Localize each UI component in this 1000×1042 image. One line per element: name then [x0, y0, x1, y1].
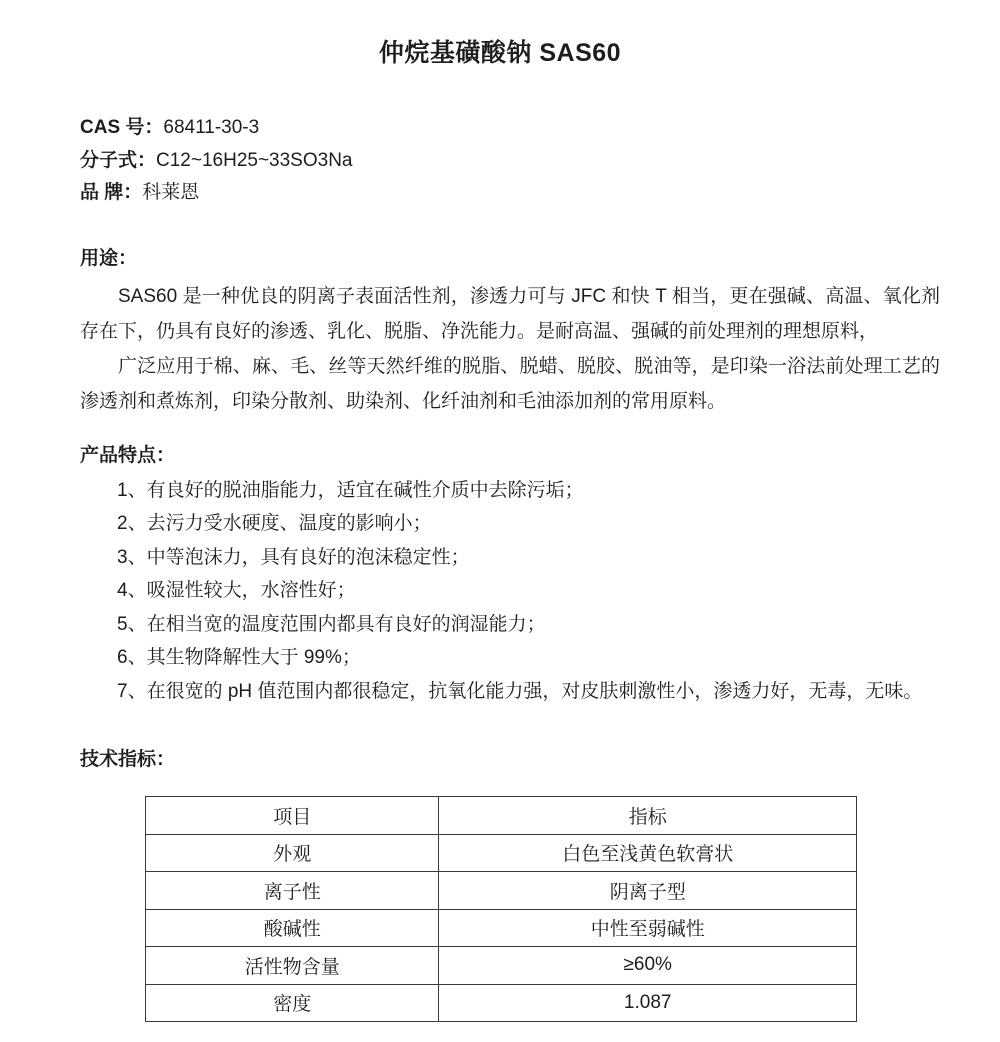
- spec-table-head: [146, 797, 857, 835]
- spec-item-cell: 酸碱性: [146, 909, 439, 947]
- spec-table-row: [146, 872, 857, 910]
- feature-list-item: 7、在很宽的 pH 值范围内都很稳定，抗氧化能力强，对皮肤刺激性小，渗透力好，无毒，无味。: [117, 680, 923, 702]
- spec-table-row: [146, 834, 857, 872]
- spec-table-row: [146, 909, 857, 947]
- spec-table-row: [146, 947, 857, 985]
- usage-paragraph: SAS60 是一种优良的阴离子表面活性剂，渗透力可与 JFC 和快 T 相当，更在强碱、高温、氧化剂存在下，仍具有良好的渗透、乳化、脱脂、净洗能力。是耐高温、强碱的前处理剂的理想原料，: [80, 285, 940, 342]
- spec-table: [145, 796, 857, 1022]
- feature-list-item: 3、中等泡沫力，具有良好的泡沫稳定性；: [117, 546, 470, 568]
- feature-list-item: 2、去污力受水硬度、温度的影响小；: [117, 513, 432, 534]
- spec-item-cell: 外观: [146, 834, 439, 872]
- product-info-label: CAS 号：: [80, 117, 164, 138]
- features-section: [0, 443, 1000, 709]
- spec-table-body: [146, 834, 857, 1022]
- usage-paragraphs: [80, 279, 940, 419]
- feature-list-item: 5、在相当宽的温度范围内都具有良好的润湿能力；: [117, 613, 546, 635]
- features-list: [80, 474, 940, 709]
- spec-value-cell: ≥60%: [439, 947, 857, 985]
- feature-list-item: 4、吸湿性较大，水溶性好；: [117, 580, 356, 601]
- feature-list-item: 1、有良好的脱油脂能力，适宜在碱性介质中去除污垢；: [117, 479, 584, 501]
- product-info-label: 品 牌：: [80, 182, 143, 203]
- spec-value-cell: 1.087: [439, 984, 857, 1022]
- specs-section: [0, 747, 1000, 1022]
- page-title: 仲烷基磺酸钠 SAS60: [378, 39, 622, 67]
- spec-column-header-item: 项目: [146, 797, 439, 835]
- feature-list-item: 6、其生物降解性大于 99%；: [117, 647, 361, 668]
- spec-value-cell: 白色至浅黄色软膏状: [439, 834, 857, 872]
- spec-value-cell: 阴离子型: [439, 872, 857, 910]
- product-info-row: [80, 177, 940, 210]
- usage-paragraph: 广泛应用于棉、麻、毛、丝等天然纤维的脱脂、脱蜡、脱胶、脱油等，是印染一浴法前处理工艺的渗透剂和煮炼剂，印染分散剂、助染剂、化纤油剂和毛油添加剂的常用原料。: [80, 355, 940, 412]
- spec-column-header-value: 指标: [439, 797, 857, 835]
- usage-heading: 用途：: [80, 247, 138, 269]
- specs-heading: 技术指标：: [80, 749, 176, 770]
- product-info-value: C12~16H25~33SO3Na: [156, 149, 353, 171]
- usage-section: [0, 246, 1000, 419]
- product-info-value: 科莱恩: [142, 182, 200, 203]
- spec-table-header-row: [146, 797, 857, 835]
- product-info-block: [80, 112, 940, 210]
- product-info-label: 分子式：: [80, 149, 157, 171]
- product-info-value: 68411-30-3: [163, 117, 260, 138]
- features-heading: 产品特点：: [80, 444, 176, 466]
- product-info-row: [80, 145, 940, 178]
- spec-value-cell: 中性至弱碱性: [439, 909, 857, 947]
- spec-item-cell: 活性物含量: [146, 947, 439, 985]
- spec-table-row: [146, 984, 857, 1022]
- product-info-row: [80, 112, 940, 145]
- spec-item-cell: 离子性: [146, 872, 439, 910]
- spec-item-cell: 密度: [146, 984, 439, 1022]
